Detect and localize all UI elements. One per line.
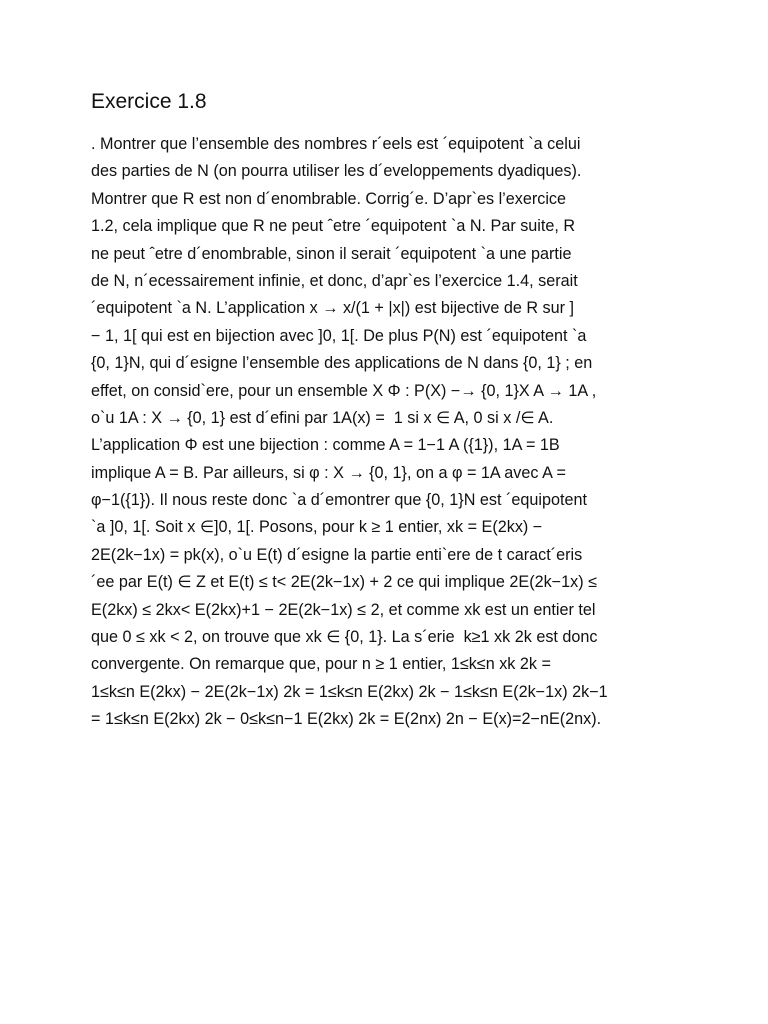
text-line: convergente. On remarque que, pour n ≥ 1 entier, 1≤k≤n xk 2k = <box>91 655 551 674</box>
text-line: ne peut ˆetre d´enombrable, sinon il serait ´equipotent `a une partie <box>91 244 572 263</box>
text-line: ´equipotent `a N. L’application x → x/(1 + |x|) est bijective de R sur ] <box>91 299 575 318</box>
text-line: implique A = B. Par ailleurs, si φ : X → {0, 1}, on a φ = 1A avec A = <box>91 463 566 482</box>
exercise-body <box>91 131 691 734</box>
text-line: `a ]0, 1[. Soit x ∈]0, 1[. Posons, pour k ≥ 1 entier, xk = E(2kx) − <box>91 518 543 537</box>
text-line: des parties de N (on pourra utiliser les d´eveloppements dyadiques). <box>91 162 582 181</box>
text-line: φ−1({1}). Il nous reste donc `a d´emontrer que {0, 1}N est ´equipotent <box>91 491 587 510</box>
text-line: o`u 1A : X → {0, 1} est d´efini par 1A(x) = 1 si x ∈ A, 0 si x /∈ A. <box>91 408 554 427</box>
text-line: − 1, 1[ qui est en bijection avec ]0, 1[. De plus P(N) est ´equipotent `a <box>91 326 587 345</box>
text-line: 2E(2k−1x) = pk(x), o`u E(t) d´esigne la partie enti`ere de t caract´eris <box>91 545 583 564</box>
text-line: 1.2, cela implique que R ne peut ˆetre ´equipotent `a N. Par suite, R <box>91 217 576 236</box>
text-line: E(2kx) ≤ 2kx< E(2kx)+1 − 2E(2k−1x) ≤ 2, et comme xk est un entier tel <box>91 600 596 619</box>
text-line: 1≤k≤n E(2kx) − 2E(2k−1x) 2k = 1≤k≤n E(2kx) 2k − 1≤k≤n E(2k−1x) 2k−1 <box>91 682 608 701</box>
text-line: de N, n´ecessairement infinie, et donc, d’apr`es l’exercice 1.4, serait <box>91 271 578 290</box>
text-line: effet, on consid`ere, pour un ensemble X Φ : P(X) −→ {0, 1}X A → 1A , <box>91 381 597 400</box>
text-line: que 0 ≤ xk < 2, on trouve que xk ∈ {0, 1}. La s´erie k≥1 xk 2k est donc <box>91 628 598 647</box>
text-line: {0, 1}N, qui d´esigne l’ensemble des applications de N dans {0, 1} ; en <box>91 354 593 373</box>
text-line: Montrer que R est non d´enombrable. Corrig´e. D’apr`es l’exercice <box>91 189 567 208</box>
text-line: = 1≤k≤n E(2kx) 2k − 0≤k≤n−1 E(2kx) 2k = E(2nx) 2n − E(x)=2−nE(2nx). <box>91 710 602 729</box>
text-line: . Montrer que l’ensemble des nombres r´eels est ´equipotent `a celui <box>91 135 581 153</box>
exercise-title: Exercice 1.8 <box>91 90 207 113</box>
text-line: ´ee par E(t) ∈ Z et E(t) ≤ t< 2E(2k−1x) + 2 ce qui implique 2E(2k−1x) ≤ <box>91 573 598 592</box>
text-line: L’application Φ est une bijection : comme A = 1−1 A ({1}), 1A = 1B <box>91 436 560 455</box>
